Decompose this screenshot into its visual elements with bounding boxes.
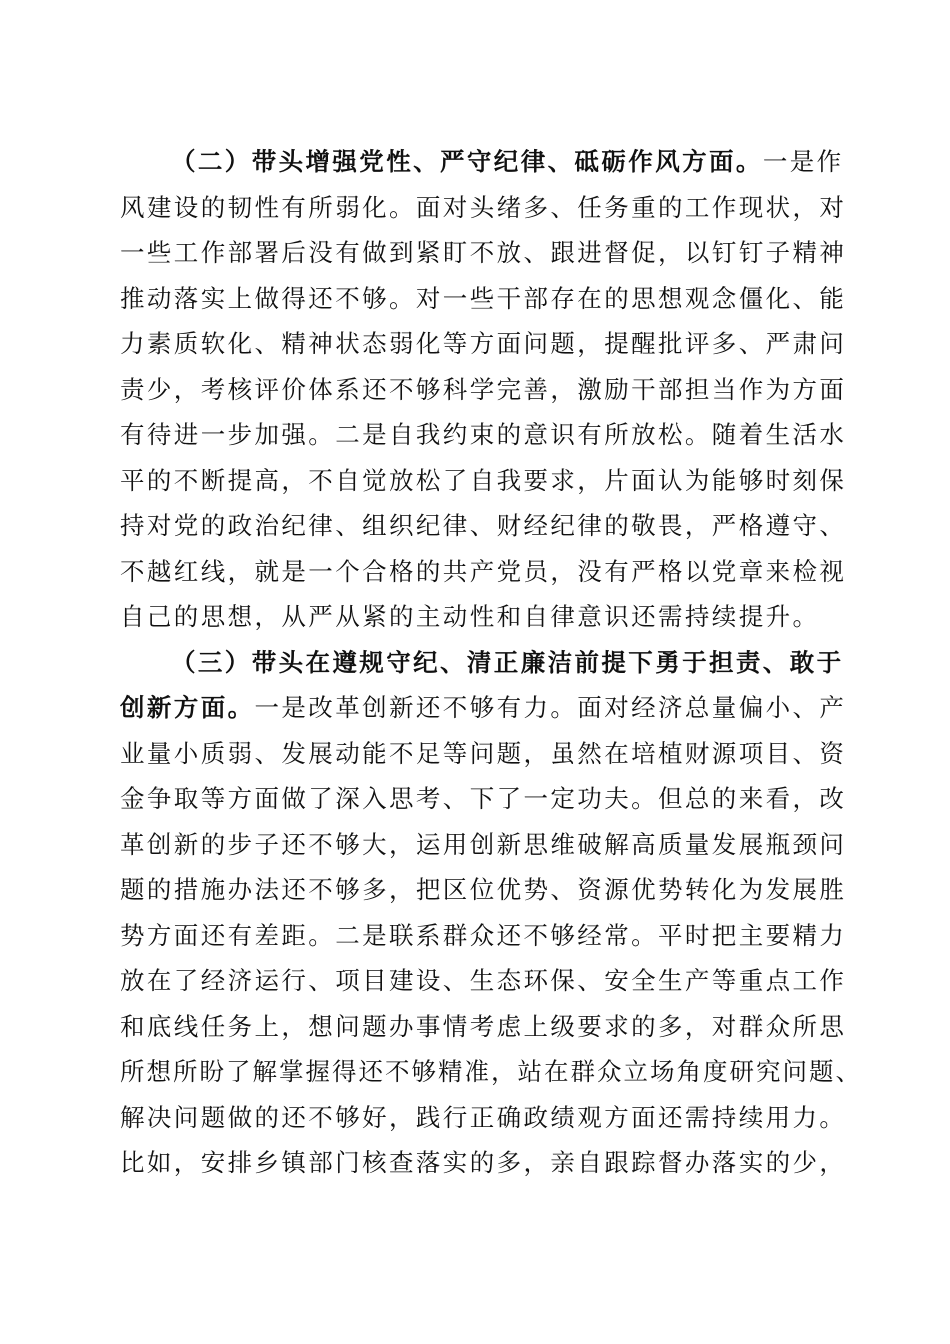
- paragraph-2-line-1: [120, 139, 844, 185]
- paragraph-2-line-4: 推动落实上做得还不够。对一些干部存在的思想观念僵化、能: [120, 283, 847, 313]
- document-body: [120, 139, 862, 1186]
- paragraph-3-heading-line-1: （三）带头在遵规守纪、清正廉洁前提下勇于担责、敢于: [171, 647, 844, 677]
- paragraph-2-line-6: 责少，考核评价体系还不够科学完善，激励干部担当作为方面: [120, 374, 847, 404]
- paragraph-3-line-4: 金争取等方面做了深入思考、下了一定功夫。但总的来看，改: [120, 784, 847, 813]
- paragraph-3-line-7: 势方面还有差距。二是联系群众还不够经常。平时把主要精力: [120, 920, 847, 950]
- paragraph-3-line-9: 和底线任务上，想问题办事情考虑上级要求的多，对群众所思: [120, 1011, 847, 1041]
- paragraph-3-heading-end: 创新方面。: [120, 693, 255, 722]
- paragraph-3-text: 一是改革创新还不够有力。面对经济总量偏小、产: [254, 693, 847, 722]
- paragraph-2-line-10: 不越红线，就是一个合格的共产党员，没有严格以党章来检视: [120, 556, 847, 586]
- paragraph-3-line-10: 所想所盼了解掌握得还不够精准，站在群众立场角度研究问题、: [120, 1057, 862, 1086]
- paragraph-2-line-2: 风建设的韧性有所弱化。面对头绪多、任务重的工作现状，对: [120, 192, 847, 222]
- paragraph-2-line-8: 平的不断提高，不自觉放松了自我要求，片面认为能够时刻保: [120, 465, 847, 495]
- paragraph-3-line-3: 业量小质弱、发展动能不足等问题，虽然在培植财源项目、资: [120, 738, 847, 768]
- paragraph-2-line-5: 力素质软化、精神状态弱化等方面问题，提醒批评多、严肃问: [120, 329, 847, 358]
- paragraph-3-line-5: 革创新的步子还不够大，运用创新思维破解高质量发展瓶颈问: [120, 829, 847, 859]
- paragraph-2-text: 一是作: [762, 147, 844, 176]
- paragraph-3-line-2: [120, 685, 847, 731]
- paragraph-2-line-9: 持对党的政治纪律、组织纪律、财经纪律的敬畏，严格遵守、: [120, 511, 847, 540]
- paragraph-2-line-11: 自己的思想，从严从紧的主动性和自律意识还需持续提升。: [120, 602, 820, 631]
- paragraph-2-line-7: 有待进一步加强。二是自我约束的意识有所放松。随着生活水: [120, 420, 847, 449]
- paragraph-3-line-8: 放在了经济运行、项目建设、生态环保、安全生产等重点工作: [120, 966, 847, 995]
- paragraph-2-heading: （二）带头增强党性、严守纪律、砥砺作风方面。: [171, 147, 763, 176]
- paragraph-2-line-3: 一些工作部署后没有做到紧盯不放、跟进督促，以钉钉子精神: [120, 238, 847, 267]
- paragraph-3-line-11: 解决问题做的还不够好，践行正确政绩观方面还需持续用力。: [120, 1102, 847, 1132]
- paragraph-3-line-6: 题的措施办法还不够多，把区位优势、资源优势转化为发展胜: [120, 875, 847, 904]
- paragraph-3-line-12: 比如，安排乡镇部门核查落实的多，亲自跟踪督办落实的少，: [120, 1148, 847, 1177]
